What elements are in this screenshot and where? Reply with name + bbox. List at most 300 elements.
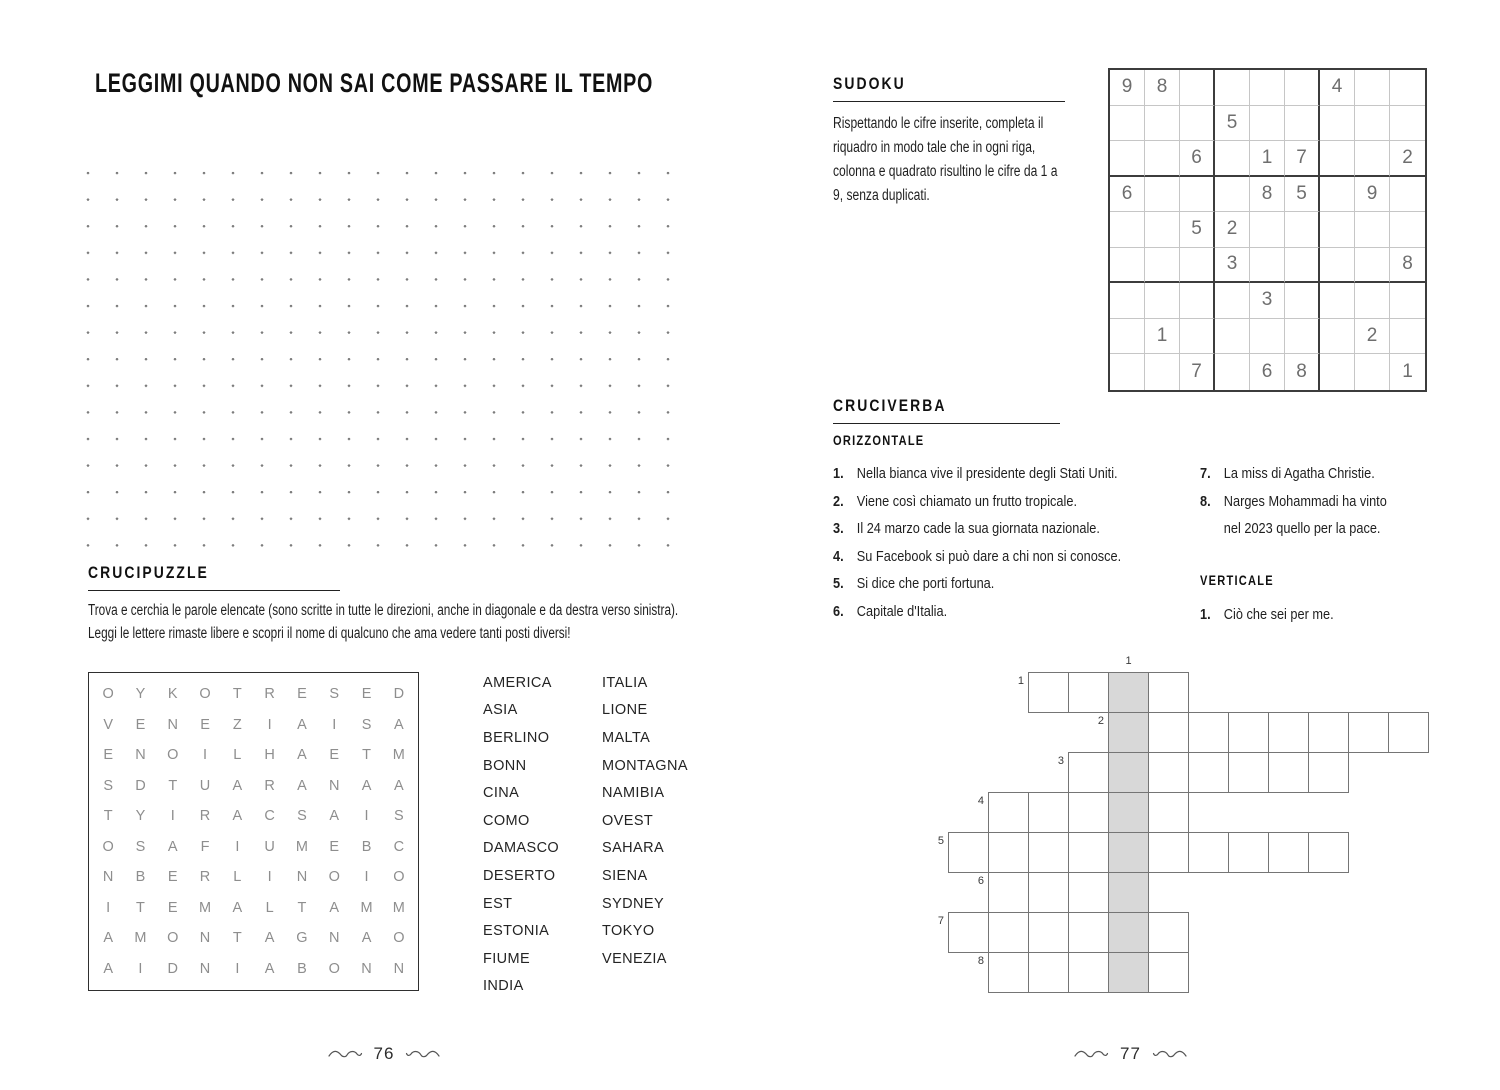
crossword-cell [1148, 752, 1189, 793]
crossword-cell [1308, 712, 1349, 753]
crossword-cell [1028, 872, 1069, 913]
sudoku-empty-cell [1215, 177, 1250, 213]
wordsearch-letter: T [232, 686, 242, 703]
wordsearch-letter: I [106, 899, 111, 916]
sudoku-instructions: Rispettando le cifre inserite, completa il riquadro in modo tale che in ogni riga, colonna e quadrato risultino le cifre da 1 a 9, senza duplicati. [833, 115, 1058, 205]
crossword-cell [1268, 712, 1309, 753]
word-item: COMO [483, 812, 530, 829]
wordsearch-letter: S [394, 808, 404, 825]
clue-number: 7. [1200, 465, 1211, 482]
cruciverba-heading-text: CRUCIVERBA [833, 396, 947, 415]
clue-text: Ciò che sei per me. [1223, 606, 1334, 623]
word-item: SYDNEY [602, 895, 665, 912]
wordsearch-letter: G [296, 930, 308, 947]
wordsearch-letter: D [393, 686, 405, 703]
wordsearch-letter: A [167, 838, 178, 855]
wordsearch-letter: O [102, 686, 114, 703]
wordsearch-letter: E [135, 716, 146, 733]
wordsearch-letter: M [392, 747, 405, 764]
page-title [95, 68, 860, 99]
crossword-row-number: 7 [937, 915, 944, 927]
wordsearch-letter: N [329, 777, 340, 794]
crossword-cell [1148, 672, 1189, 713]
crossword-row-number: 4 [977, 795, 984, 807]
word-item: INDIA [483, 978, 524, 995]
wordsearch-letter: M [198, 899, 212, 916]
sudoku-empty-cell [1145, 141, 1180, 177]
wordsearch-letter: O [199, 686, 211, 703]
sudoku-empty-cell [1390, 319, 1425, 355]
crossword-cell [1308, 752, 1349, 793]
wordsearch-letter: I [170, 808, 175, 825]
sudoku-empty-cell [1390, 70, 1425, 106]
sudoku-empty-cell [1145, 354, 1180, 390]
wordsearch-letter: Y [135, 686, 146, 703]
clue-text: Capitale d'Italia. [856, 602, 948, 620]
sudoku-given-cell: 6 [1250, 354, 1285, 390]
wordsearch-letter: E [329, 747, 340, 764]
wordsearch-grid [88, 672, 419, 991]
wordsearch-letter: L [233, 869, 242, 886]
sudoku-empty-cell [1285, 212, 1320, 248]
sudoku-empty-cell [1355, 248, 1390, 284]
clue-number: 2. [833, 492, 844, 510]
sudoku-empty-cell [1355, 106, 1390, 142]
wordsearch-letter: U [199, 777, 211, 794]
wordsearch-letter: T [103, 808, 113, 825]
wordsearch-letter: R [264, 686, 275, 703]
wordsearch-letter: E [297, 686, 307, 703]
sudoku-empty-cell [1250, 70, 1285, 106]
crossword-cell [1068, 752, 1109, 793]
wordsearch-letter: I [364, 808, 369, 825]
word-item: FIUME [483, 950, 531, 967]
crossword-cell [1148, 712, 1189, 753]
crossword-shaded-cell [1108, 872, 1149, 913]
sudoku-given-cell: 5 [1285, 177, 1320, 213]
word-item: ITALIA [602, 674, 648, 691]
crossword-cell [988, 832, 1029, 873]
wordsearch-letter: T [232, 930, 242, 947]
clue-text: Viene così chiamato un frutto tropicale. [856, 492, 1077, 510]
crossword-cell [1068, 912, 1109, 953]
wordsearch-letter: N [199, 960, 211, 977]
cruciverba-heading [833, 396, 1060, 424]
crossword-cell [1308, 832, 1349, 873]
flourish-icon [327, 1048, 363, 1060]
wordsearch-letter: B [361, 838, 372, 855]
sudoku-empty-cell [1320, 177, 1355, 213]
sudoku-empty-cell [1145, 248, 1180, 284]
wordsearch-letter: N [329, 930, 340, 947]
crossword-cell [988, 792, 1029, 833]
crossword-cell [1228, 752, 1269, 793]
clue-text: Il 24 marzo cade la sua giornata nazionale. [856, 520, 1100, 537]
crossword-row-number: 8 [977, 955, 984, 967]
wordsearch-letter: S [297, 808, 307, 825]
wordsearch-letter: A [297, 747, 307, 764]
sudoku-empty-cell [1390, 177, 1425, 213]
clue-number: 8. [1200, 492, 1211, 510]
wordsearch-letter: A [264, 960, 275, 977]
orizzontale-heading [833, 433, 945, 448]
wordsearch-letter: S [135, 838, 146, 855]
crossword-cell [988, 952, 1029, 993]
crossword-cell [1068, 872, 1109, 913]
sudoku-given-cell: 9 [1355, 177, 1390, 213]
sudoku-empty-cell [1110, 106, 1145, 142]
wordsearch-letter: T [362, 747, 371, 764]
wordsearch-letter: F [200, 838, 210, 855]
word-item: OVEST [602, 812, 654, 829]
sudoku-empty-cell [1180, 319, 1215, 355]
wordsearch-letter: A [297, 777, 307, 794]
wordsearch-letter: A [329, 899, 340, 916]
wordsearch-letter: R [199, 808, 211, 825]
clue-item [833, 543, 1199, 571]
crossword-cell [1028, 912, 1069, 953]
wordsearch-letter: A [232, 899, 243, 916]
crossword-grid [937, 655, 1430, 994]
wordsearch-letter: M [295, 838, 308, 855]
sudoku-empty-cell [1390, 106, 1425, 142]
sudoku-given-cell: 6 [1110, 177, 1145, 213]
sudoku-given-cell: 5 [1215, 106, 1250, 142]
wordsearch-letter: N [393, 960, 405, 977]
sudoku-empty-cell [1285, 283, 1320, 319]
crossword-shaded-cell [1108, 672, 1149, 713]
crossword-cell [948, 912, 989, 953]
word-item: ASIA [483, 702, 518, 719]
crossword-cell [1268, 752, 1309, 793]
page-number: 76 [373, 1044, 395, 1063]
clue-item [833, 460, 1199, 488]
clue-item [1200, 460, 1430, 488]
wordsearch-letter: U [264, 838, 275, 855]
word-item: SIENA [602, 867, 648, 884]
sudoku-empty-cell [1110, 354, 1145, 390]
sudoku-given-cell: 2 [1355, 319, 1390, 355]
wordsearch-letter: M [360, 899, 373, 916]
sudoku-given-cell: 7 [1180, 354, 1215, 390]
crossword-shaded-cell [1108, 712, 1149, 753]
crossword-cell [1388, 712, 1429, 753]
sudoku-empty-cell [1285, 106, 1320, 142]
crossword-row-number: 3 [1057, 755, 1064, 767]
wordsearch-letter: A [297, 716, 307, 733]
crossword-cell [1028, 792, 1069, 833]
crucipuzzle-heading-text: CRUCIPUZZLE [88, 563, 209, 582]
sudoku-empty-cell [1180, 248, 1215, 284]
sudoku-empty-cell [1215, 283, 1250, 319]
crossword-cell [1028, 952, 1069, 993]
wordsearch-letter: O [393, 869, 405, 886]
wordsearch-letter: O [167, 930, 179, 947]
wordsearch-letter: N [135, 747, 146, 764]
page-footer-right [833, 1044, 1428, 1064]
sudoku-given-cell: 8 [1145, 70, 1180, 106]
sudoku-empty-cell [1145, 212, 1180, 248]
wordsearch-letter: E [167, 899, 178, 916]
crossword-shaded-cell [1108, 792, 1149, 833]
crossword-cell [1068, 792, 1109, 833]
verticale-heading-text: VERTICALE [1200, 573, 1274, 588]
clue-number: 1. [833, 465, 844, 482]
sudoku-empty-cell [1110, 319, 1145, 355]
wordsearch-letter: R [199, 869, 211, 886]
wordsearch-letter: L [233, 747, 242, 764]
wordsearch-letter: T [297, 899, 307, 916]
crossword-shaded-cell [1108, 832, 1149, 873]
clues-orizzontale-right [1200, 460, 1430, 543]
sudoku-heading [833, 74, 1065, 102]
sudoku-given-cell: 7 [1285, 141, 1320, 177]
wordsearch-letter: N [296, 869, 308, 886]
verticale-heading [1200, 573, 1290, 588]
sudoku-empty-cell [1320, 319, 1355, 355]
word-item: ESTONIA [483, 923, 550, 940]
sudoku-empty-cell [1215, 70, 1250, 106]
crossword-row-number: 5 [937, 835, 944, 847]
word-item: EST [483, 895, 513, 912]
word-item: LIONE [602, 702, 648, 719]
clue-item [833, 570, 1199, 598]
wordsearch-letter: Z [232, 716, 242, 733]
wordsearch-letter: S [329, 686, 340, 703]
wordsearch-letter: I [138, 960, 143, 977]
sudoku-given-cell: 1 [1402, 360, 1413, 382]
wordsearch-letter: V [103, 716, 113, 733]
sudoku-empty-cell [1285, 248, 1320, 284]
sudoku-given-cell: 2 [1390, 141, 1425, 177]
sudoku-empty-cell [1145, 283, 1180, 319]
wordsearch-letter: A [232, 777, 243, 794]
crossword-cell [1348, 712, 1389, 753]
wordsearch-letter: K [167, 686, 178, 703]
word-item: SAHARA [602, 840, 665, 857]
sudoku-empty-cell [1215, 354, 1250, 390]
sudoku-empty-cell [1320, 141, 1355, 177]
sudoku-given-cell: 8 [1250, 177, 1285, 213]
word-item: CINA [483, 785, 520, 802]
sudoku-empty-cell [1355, 70, 1390, 106]
wordsearch-letter: A [361, 930, 372, 947]
sudoku-empty-cell [1215, 141, 1250, 177]
sudoku-empty-cell [1355, 212, 1390, 248]
sudoku-given-cell: 2 [1215, 212, 1250, 248]
wordsearch-letter: M [392, 899, 405, 916]
sudoku-empty-cell [1390, 212, 1425, 248]
wordsearch-letter: E [167, 869, 178, 886]
clue-text: La miss di Agatha Christie. [1223, 465, 1375, 482]
word-item: DAMASCO [483, 840, 560, 857]
wordsearch-letter: I [203, 747, 208, 764]
crossword-cell [1228, 832, 1269, 873]
crucipuzzle-instructions: Trova e cerchia le parole elencate (sono scritte in tutte le direzioni, anche in diagonale e da destra verso sinistra). Leggi le lettere rimaste libere e scopri il nome di qualcuno che ama vedere tanti posti diversi! [88, 602, 679, 643]
page-right [750, 0, 1500, 1090]
sudoku-empty-cell [1320, 248, 1355, 284]
word-item: NAMIBIA [602, 785, 665, 802]
crossword-cell [1148, 832, 1189, 873]
clue-text: Nella bianca vive il presidente degli Stati Uniti. [856, 465, 1118, 482]
sudoku-empty-cell [1215, 319, 1250, 355]
wordsearch-letter: H [264, 747, 275, 764]
flourish-icon [1152, 1048, 1188, 1060]
wordsearch-letter: O [328, 960, 340, 977]
sudoku-given-cell: 1 [1250, 141, 1285, 177]
crossword-cell [1148, 952, 1189, 993]
wordsearch-letter: A [103, 930, 113, 947]
sudoku-empty-cell [1250, 319, 1285, 355]
crossword-cell [988, 912, 1029, 953]
clue-item [1200, 601, 1430, 629]
crossword-cell [1148, 912, 1189, 953]
crossword-cell [1028, 832, 1069, 873]
sudoku-empty-cell [1180, 177, 1215, 213]
wordsearch-letter: A [394, 777, 404, 794]
wordsearch-letter: I [235, 960, 240, 977]
wordsearch-letter: B [297, 960, 307, 977]
wordsearch-letter: I [267, 869, 272, 886]
clue-item [833, 515, 1199, 543]
wordsearch-letter: Y [135, 808, 146, 825]
sudoku-empty-cell [1110, 248, 1145, 284]
sudoku-empty-cell [1320, 212, 1355, 248]
sudoku-grid [1108, 68, 1427, 392]
wordsearch-letter: E [200, 716, 210, 733]
wordsearch-letter: S [103, 777, 113, 794]
sudoku-given-cell: 4 [1320, 70, 1355, 106]
sudoku-empty-cell [1145, 106, 1180, 142]
crossword-row-number: 6 [977, 875, 984, 887]
wordsearch-letter: I [267, 716, 272, 733]
crossword-cell [1268, 832, 1309, 873]
orizzontale-heading-text: ORIZZONTALE [833, 433, 925, 448]
wordsearch-letter: O [102, 838, 114, 855]
word-item: MONTAGNA [602, 757, 688, 774]
sudoku-empty-cell [1320, 354, 1355, 390]
clue-text: Si dice che porti fortuna. [856, 575, 995, 592]
sudoku-empty-cell [1355, 141, 1390, 177]
clue-text: Su Facebook si può dare a chi non si conosce. [856, 547, 1122, 565]
wordsearch-letter: I [332, 716, 337, 733]
wordsearch-letter: R [264, 777, 275, 794]
sudoku-empty-cell [1320, 106, 1355, 142]
wordsearch-letter: T [136, 899, 145, 916]
sudoku-given-cell: 3 [1250, 283, 1285, 319]
wordsearch-letter: A [264, 930, 275, 947]
crossword-cell [1068, 832, 1109, 873]
crossword-cell [988, 872, 1029, 913]
sudoku-given-cell: 9 [1110, 70, 1145, 106]
sudoku-given-cell: 8 [1285, 354, 1320, 390]
clue-number: 3. [833, 520, 844, 537]
flourish-icon [1073, 1048, 1109, 1060]
sudoku-empty-cell [1180, 106, 1215, 142]
sudoku-empty-cell [1285, 319, 1320, 355]
wordsearch-letter: I [235, 838, 240, 855]
clue-item [1200, 488, 1430, 543]
sudoku-empty-cell [1110, 212, 1145, 248]
wordlist-col1 [483, 669, 559, 1000]
flourish-icon [405, 1048, 441, 1060]
wordsearch-letter: E [103, 747, 113, 764]
sudoku-empty-cell [1320, 283, 1355, 319]
wordsearch-letter: D [135, 777, 146, 794]
crossword-cell [948, 832, 989, 873]
sudoku-empty-cell [1285, 70, 1320, 106]
sudoku-empty-cell [1110, 283, 1145, 319]
sudoku-empty-cell [1180, 70, 1215, 106]
sudoku-given-cell: 3 [1215, 248, 1250, 284]
clue-number: 4. [833, 547, 844, 565]
clue-number: 5. [833, 575, 844, 592]
clue-item [833, 598, 1199, 626]
wordsearch-letter: A [232, 808, 243, 825]
crucipuzzle-heading [88, 563, 340, 591]
wordsearch-letter: N [199, 930, 211, 947]
clues-orizzontale-left [833, 460, 1199, 625]
crossword-cell [1188, 752, 1229, 793]
crossword-cell [1228, 712, 1269, 753]
clue-number: 6. [833, 602, 844, 620]
wordsearch-letter: O [328, 869, 340, 886]
sudoku-heading-text: SUDOKU [833, 74, 906, 93]
sudoku-empty-cell [1110, 141, 1145, 177]
word-item: DESERTO [483, 867, 556, 884]
crossword-cell [1028, 672, 1069, 713]
word-item: AMERICA [483, 674, 552, 691]
word-item: BONN [483, 757, 527, 774]
page-footer-left [88, 1044, 680, 1064]
wordsearch-letter: B [135, 869, 146, 886]
wordsearch-letter: D [167, 960, 178, 977]
sudoku-empty-cell [1250, 248, 1285, 284]
sudoku-given-cell: 8 [1390, 248, 1425, 284]
sudoku-empty-cell [1355, 283, 1390, 319]
sudoku-empty-cell [1250, 212, 1285, 248]
crossword-shaded-cell [1108, 752, 1149, 793]
word-item: BERLINO [483, 729, 550, 746]
clues-verticale [1200, 601, 1430, 629]
wordsearch-letter: A [329, 808, 340, 825]
wordsearch-letter: S [361, 716, 372, 733]
crossword-row-number: 2 [1097, 715, 1104, 727]
sudoku-empty-cell [1250, 106, 1285, 142]
word-item: TOKYO [602, 923, 655, 940]
page-title-text: LEGGIMI QUANDO NON SAI COME PASSARE IL TEMPO [95, 68, 654, 98]
crossword-cell [1148, 792, 1189, 833]
wordsearch-letter: N [102, 869, 114, 886]
word-item: VENEZIA [602, 950, 667, 967]
word-item: MALTA [602, 729, 651, 746]
wordsearch-letter: O [393, 930, 405, 947]
dot-grid [84, 168, 676, 550]
sudoku-empty-cell [1180, 283, 1215, 319]
wordsearch-letter: C [393, 838, 405, 855]
wordsearch-letter: C [264, 808, 275, 825]
crossword-cell [1188, 712, 1229, 753]
sudoku-empty-cell [1390, 283, 1425, 319]
wordsearch-letter: O [167, 747, 179, 764]
clue-number: 1. [1200, 606, 1211, 623]
clue-text: Narges Mohammadi ha vinto nel 2023 quello per la pace. [1223, 492, 1387, 537]
sudoku-given-cell: 6 [1180, 141, 1215, 177]
sudoku-empty-cell [1145, 177, 1180, 213]
wordsearch-letter: I [364, 869, 369, 886]
wordsearch-letter: E [329, 838, 340, 855]
crossword-cell [1188, 832, 1229, 873]
